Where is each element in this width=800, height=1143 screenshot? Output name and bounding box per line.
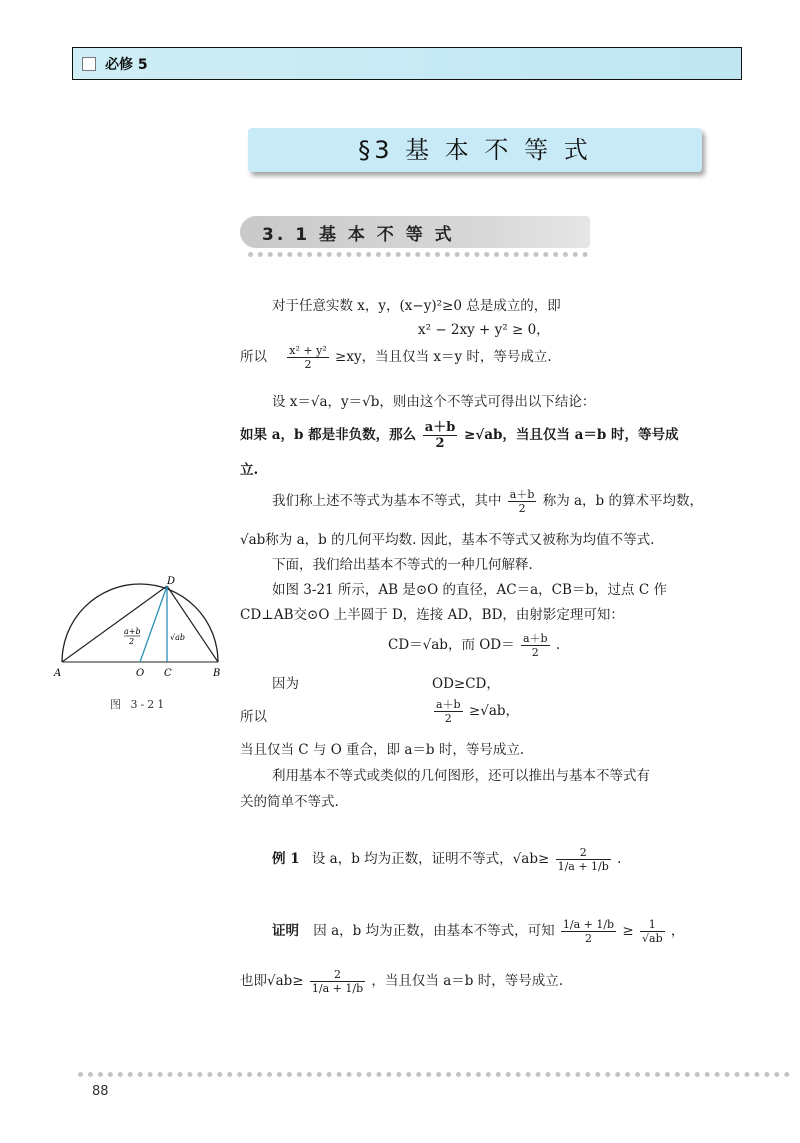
proof-label: 证明 xyxy=(272,923,299,939)
subsection-dotted-rule xyxy=(248,252,588,257)
paragraph-11-label: 因为 xyxy=(272,676,299,692)
p10-suffix: . xyxy=(555,637,561,653)
semicircle-arc xyxy=(62,584,218,662)
proof-line2-frac-num: 2 xyxy=(310,968,365,982)
segment-ad xyxy=(62,586,167,662)
proof-fraction-2 xyxy=(640,918,665,945)
proof-mid: ≥ xyxy=(622,923,634,939)
segment-od xyxy=(140,586,167,662)
paragraph-3: 设 x＝√a，y＝√b，则由这个不等式可得出以下结论： xyxy=(272,394,596,410)
p2-prefix: 所以 xyxy=(240,349,267,365)
label-seg-den: 2 xyxy=(129,637,135,646)
example-1 xyxy=(272,846,621,873)
paragraph-6: √ab称为 a，b 的几何平均数. 因此，基本不等式又被称为均值不等式. xyxy=(240,532,655,548)
chapter-header xyxy=(72,47,742,80)
label-d: D xyxy=(167,576,176,587)
p4-suffix: ≥√ab，当且仅当 a＝b 时，等号成 xyxy=(464,427,679,443)
p5-suffix: 称为 a，b 的算术平均数， xyxy=(542,493,703,509)
page-number: 88 xyxy=(92,1084,109,1099)
p10-frac-den: 2 xyxy=(531,646,539,659)
subsection-title: 3. 1 基 本 不 等 式 xyxy=(262,225,455,245)
section-title: §3 基 本 不 等 式 xyxy=(248,128,702,172)
label-seg-num: a+b xyxy=(124,627,141,636)
p5-frac-den: 2 xyxy=(518,502,526,515)
footer-dotted-rule xyxy=(78,1072,790,1077)
p10-fraction xyxy=(521,632,550,659)
p10-frac-num: a＋b xyxy=(522,632,548,645)
p2-frac-den: 2 xyxy=(304,358,312,371)
example-label: 例 1 xyxy=(272,851,300,867)
proof-text: 因 a，b 均为正数，由基本不等式，可知 xyxy=(313,923,555,939)
paragraph-14: 利用基本不等式或类似的几何图形，还可以推出与基本不等式有 xyxy=(272,768,650,784)
paragraph-5 xyxy=(272,488,703,515)
paragraph-12-label: 所以 xyxy=(240,709,267,725)
paragraph-11-equation: OD≥CD， xyxy=(432,676,500,692)
p4-prefix: 如果 a，b 都是非负数，那么 xyxy=(240,427,417,443)
segment-bd xyxy=(167,586,218,662)
paragraph-10 xyxy=(388,632,560,659)
paragraph-1: 对于任意实数 x，y，(x−y)²≥0 总是成立的，即 xyxy=(272,298,561,314)
p5-fraction xyxy=(508,488,537,515)
paragraph-4-tail: 立. xyxy=(240,462,259,478)
p4-fraction xyxy=(423,420,458,451)
label-cd: √ab xyxy=(170,633,185,642)
proof-fraction xyxy=(561,918,616,945)
p12-frac-den: 2 xyxy=(444,712,452,725)
header-strip xyxy=(73,48,741,79)
label-a: A xyxy=(54,668,62,679)
p5-frac-num: a＋b xyxy=(509,488,535,501)
figure-caption: 图 3-21 xyxy=(110,698,168,711)
p5-prefix: 我们称上述不等式为基本不等式，其中 xyxy=(272,493,502,509)
paragraph-2 xyxy=(240,344,552,371)
label-b: B xyxy=(213,668,221,679)
p2-suffix: ≥xy，当且仅当 x＝y 时，等号成立. xyxy=(335,349,552,365)
label-o: O xyxy=(136,668,145,679)
proof-frac2-num: 1 xyxy=(640,918,665,932)
p12-fraction xyxy=(434,698,463,725)
paragraph-13: 当且仅当 C 与 O 重合，即 a＝b 时，等号成立. xyxy=(240,742,525,758)
header-label: 必修 5 xyxy=(105,57,148,73)
proof-line2-fraction xyxy=(310,968,365,995)
figure-3-21 xyxy=(50,570,230,690)
p10-prefix: CD＝√ab，而 OD＝ xyxy=(388,637,515,653)
p4-frac-den: 2 xyxy=(435,436,445,451)
p2-fraction xyxy=(287,344,328,371)
example-frac-den: 1/a + 1/b xyxy=(557,860,609,873)
example-fraction xyxy=(556,846,611,873)
label-c: C xyxy=(164,668,172,679)
proof-frac2-den: √ab xyxy=(642,932,663,945)
paragraph-12-equation xyxy=(432,698,519,725)
proof-suffix: ， xyxy=(670,923,685,939)
proof-frac-den: 2 xyxy=(584,932,592,945)
proof-line2-prefix: 也即√ab≥ xyxy=(240,973,304,989)
paragraph-7: 下面，我们给出基本不等式的一种几何解释. xyxy=(272,557,533,573)
proof-line-2 xyxy=(240,968,563,995)
header-square-icon xyxy=(82,57,96,71)
proof-frac-num: 1/a + 1/b xyxy=(562,918,615,931)
example-frac-num: 2 xyxy=(556,846,611,860)
p4-frac-num: a＋b xyxy=(424,420,456,435)
paragraph-15: 关的简单不等式. xyxy=(240,794,339,810)
proof-line2-suffix: ，当且仅当 a＝b 时，等号成立. xyxy=(371,973,563,989)
paragraph-9: CD⊥AB交⊙O 上半圆于 D，连接 AD，BD，由射影定理可知： xyxy=(240,607,624,623)
paragraph-1-equation: x² − 2xy + y² ≥ 0， xyxy=(418,322,550,338)
paragraph-8: 如图 3-21 所示，AB 是⊙O 的直径，AC＝a，CB＝b，过点 C 作 xyxy=(272,582,667,598)
p2-frac-num: x² + y² xyxy=(289,344,327,357)
proof-line2-frac-den: 1/a + 1/b xyxy=(311,982,364,995)
example-text: 设 a，b 均为正数，证明不等式，√ab≥ xyxy=(311,851,550,867)
example-suffix: . xyxy=(617,851,622,867)
p12-suffix: ≥√ab， xyxy=(468,703,520,719)
p12-frac-num: a＋b xyxy=(436,698,461,711)
paragraph-4 xyxy=(240,420,678,451)
proof-line-1 xyxy=(272,918,684,945)
